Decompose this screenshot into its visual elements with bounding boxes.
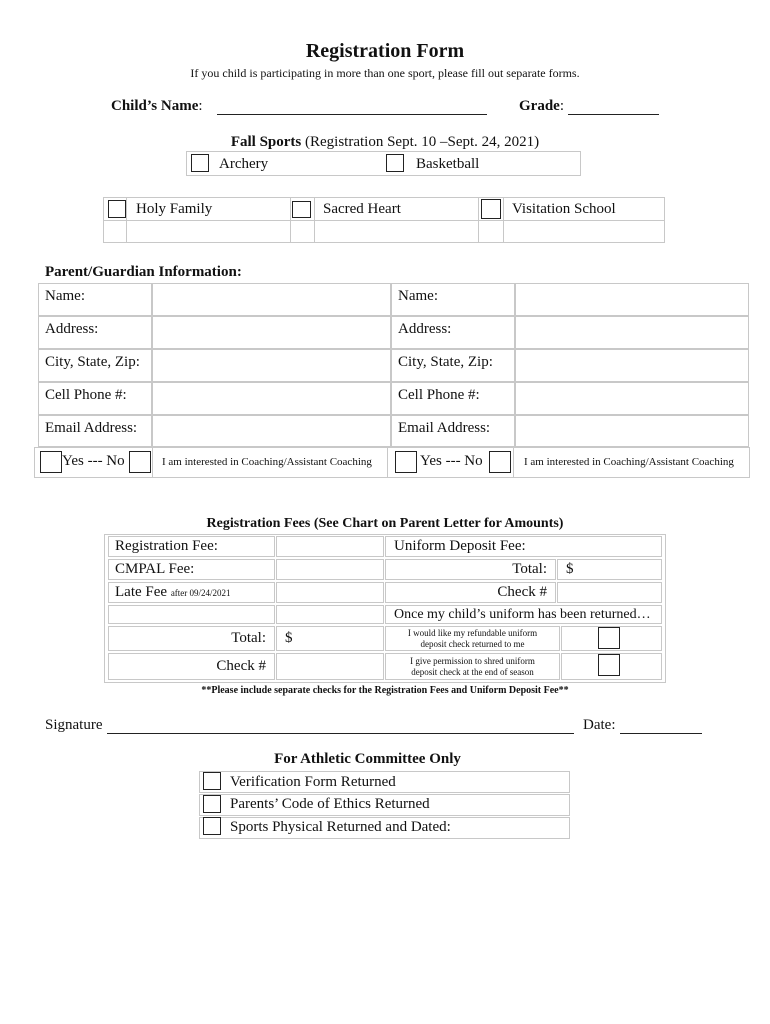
schools-col-divider xyxy=(478,197,479,243)
coaching-divider xyxy=(513,447,514,478)
guardian-field-label: Cell Phone #: xyxy=(38,382,152,415)
guardian-field-label: Name: xyxy=(38,283,152,316)
guardian-field-input[interactable] xyxy=(515,283,749,316)
committee-heading: For Athletic Committee Only xyxy=(274,751,461,767)
uniform-returned-label: Once my child’s uniform has been returned… xyxy=(385,605,662,624)
fees-note: **Please include separate checks for the Registration Fees and Uniform Deposit Fee** xyxy=(201,685,569,696)
yes-no-label-right: Yes --- No xyxy=(420,453,483,469)
fees-total-input[interactable] xyxy=(276,626,384,651)
guardian-field-input[interactable] xyxy=(152,316,391,349)
holy-family-label: Holy Family xyxy=(136,201,213,217)
guardian-field-input[interactable] xyxy=(515,382,749,415)
verification-label: Verification Form Returned xyxy=(230,774,396,790)
ethics-label: Parents’ Code of Ethics Returned xyxy=(230,796,430,812)
dollar-sign: $ xyxy=(566,561,574,577)
shred-option-label: I give permission to shred uniform deposit check at the end of season xyxy=(385,653,560,680)
guardian-field-label: City, State, Zip: xyxy=(391,349,515,382)
date-label: Date: xyxy=(583,717,616,733)
page-title: Registration Form xyxy=(305,40,465,62)
guardian-field-input[interactable] xyxy=(515,349,749,382)
guardian-heading: Parent/Guardian Information: xyxy=(45,264,242,280)
fees-total-label: Total: xyxy=(108,626,275,651)
physical-label: Sports Physical Returned and Dated: xyxy=(230,819,451,835)
fees-check-input[interactable] xyxy=(276,653,384,680)
uniform-deposit-label: Uniform Deposit Fee: xyxy=(385,536,662,557)
refund-checkbox[interactable] xyxy=(598,627,620,649)
guardian-field-input[interactable] xyxy=(152,415,391,447)
guardian-field-label: Name: xyxy=(391,283,515,316)
blank-cell xyxy=(276,605,384,624)
blank-cell xyxy=(108,605,275,624)
registration-fee-label: Registration Fee: xyxy=(108,536,275,557)
guardian-field-input[interactable] xyxy=(152,349,391,382)
coaching-divider xyxy=(387,447,388,478)
cmpal-fee-input[interactable] xyxy=(276,559,384,580)
schools-col-divider xyxy=(503,197,504,243)
coaching-divider xyxy=(152,447,153,478)
shred-checkbox[interactable] xyxy=(598,654,620,676)
schools-col-divider xyxy=(126,197,127,243)
uniform-check-input[interactable] xyxy=(557,582,662,603)
verification-checkbox[interactable] xyxy=(203,772,221,790)
sacred-heart-label: Sacred Heart xyxy=(323,201,401,217)
guardian-field-label: Email Address: xyxy=(38,415,152,447)
signature-field[interactable] xyxy=(107,719,574,734)
refund-option-label: I would like my refundable uniform deposit check returned to me xyxy=(385,626,560,651)
child-name-label: Child’s Name: xyxy=(111,98,203,114)
grade-label: Grade: xyxy=(519,98,564,114)
guardian-field-input[interactable] xyxy=(515,415,749,447)
ethics-checkbox[interactable] xyxy=(203,795,221,813)
no-checkbox-left[interactable] xyxy=(129,451,151,473)
date-field[interactable] xyxy=(620,719,702,734)
guardian-field-label: Cell Phone #: xyxy=(391,382,515,415)
guardian-field-label: Address: xyxy=(391,316,515,349)
no-checkbox-right[interactable] xyxy=(489,451,511,473)
fees-heading: Registration Fees (See Chart on Parent Letter for Amounts) xyxy=(206,516,564,531)
late-fee-label: Late Fee after 09/24/2021 xyxy=(108,582,275,603)
basketball-label: Basketball xyxy=(416,156,480,172)
child-name-field[interactable] xyxy=(217,100,487,115)
guardian-field-input[interactable] xyxy=(515,316,749,349)
visitation-school-checkbox[interactable] xyxy=(481,199,501,219)
physical-checkbox[interactable] xyxy=(203,817,221,835)
guardian-field-label: Email Address: xyxy=(391,415,515,447)
coaching-label-right: I am interested in Coaching/Assistant Coaching xyxy=(524,456,734,468)
schools-divider xyxy=(103,220,665,221)
holy-family-checkbox[interactable] xyxy=(108,200,126,218)
guardian-field-input[interactable] xyxy=(152,283,391,316)
page-subtitle: If you child is participating in more than one sport, please fill out separate forms. xyxy=(190,66,580,80)
guardian-field-input[interactable] xyxy=(152,382,391,415)
schools-col-divider xyxy=(314,197,315,243)
grade-field[interactable] xyxy=(568,100,659,115)
uniform-check-label: Check # xyxy=(385,582,556,603)
cmpal-fee-label: CMPAL Fee: xyxy=(108,559,275,580)
coaching-label-left: I am interested in Coaching/Assistant Coaching xyxy=(162,456,372,468)
guardian-field-label: Address: xyxy=(38,316,152,349)
dollar-sign: $ xyxy=(285,630,293,646)
schools-col-divider xyxy=(290,197,291,243)
yes-no-label-left: Yes --- No xyxy=(62,453,125,469)
registration-fee-input[interactable] xyxy=(276,536,384,557)
fees-check-label: Check # xyxy=(108,653,275,680)
sacred-heart-checkbox[interactable] xyxy=(292,201,311,218)
guardian-field-label: City, State, Zip: xyxy=(38,349,152,382)
signature-label: Signature xyxy=(45,717,103,733)
fall-sports-heading: Fall Sports (Registration Sept. 10 –Sept. 24, 2021) xyxy=(230,134,540,150)
uniform-total-input[interactable] xyxy=(557,559,662,580)
visitation-school-label: Visitation School xyxy=(512,201,616,217)
uniform-total-label: Total: xyxy=(385,559,556,580)
archery-label: Archery xyxy=(219,156,269,172)
basketball-checkbox[interactable] xyxy=(386,154,404,172)
late-fee-input[interactable] xyxy=(276,582,384,603)
yes-checkbox-left[interactable] xyxy=(40,451,62,473)
yes-checkbox-right[interactable] xyxy=(395,451,417,473)
archery-checkbox[interactable] xyxy=(191,154,209,172)
